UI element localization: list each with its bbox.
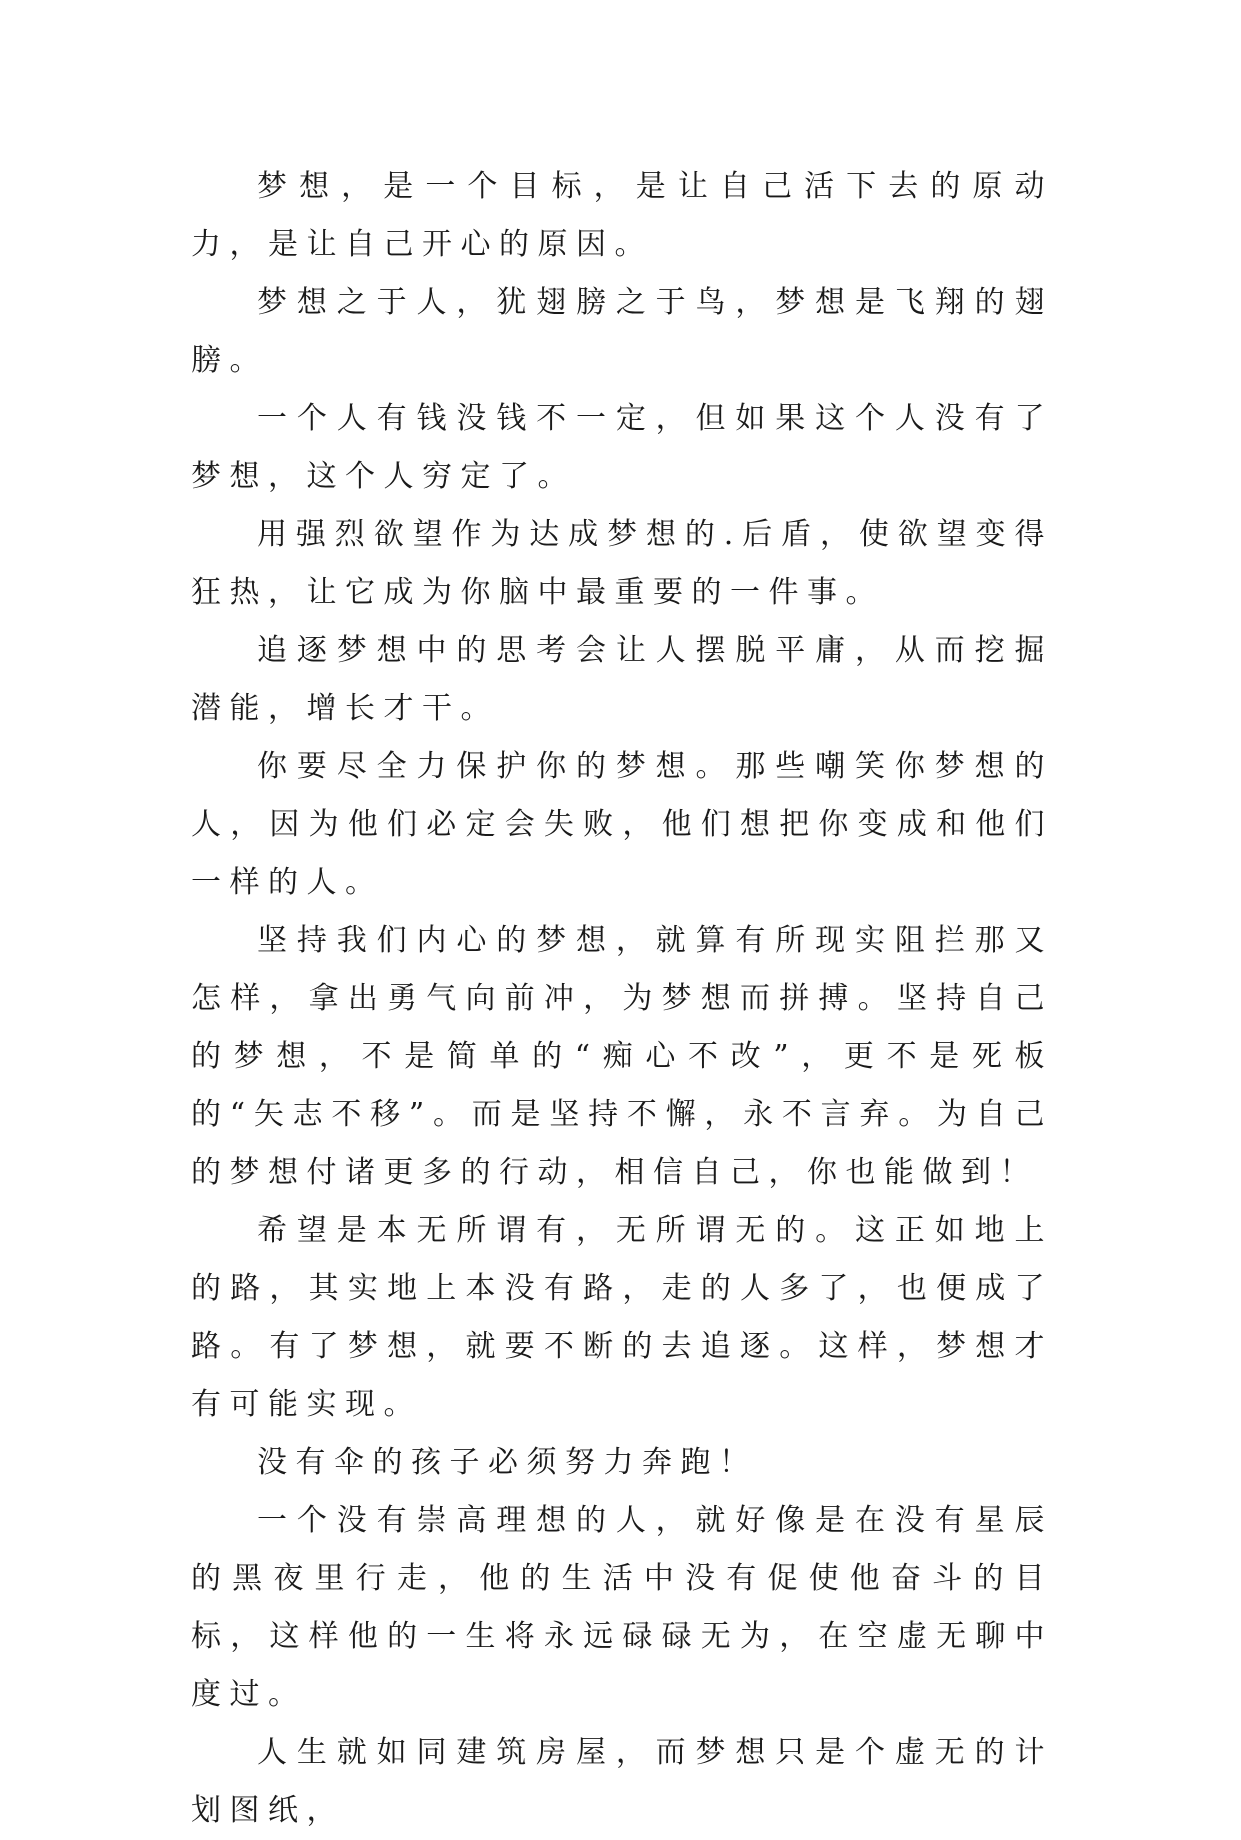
paragraph-3: 一个人有钱没钱不一定，但如果这个人没有了梦想，这个人穷定了。 bbox=[191, 401, 1053, 494]
paragraph-6: 你要尽全力保护你的梦想。那些嘲笑你梦想的人，因为他们必定会失败，他们想把你变成和他们一样的人。 bbox=[191, 749, 1053, 900]
paragraph-10: 一个没有崇高理想的人，就好像是在没有星辰的黑夜里行走，他的生活中没有促使他奋斗的目标，这样他的一生将永远碌碌无为，在空虚无聊中度过。 bbox=[191, 1503, 1053, 1712]
paragraph-8: 希望是本无所谓有，无所谓无的。这正如地上的路，其实地上本没有路，走的人多了，也便成了路。有了梦想，就要不断的去追逐。这样，梦想才有可能实现。 bbox=[191, 1213, 1053, 1422]
document-body bbox=[191, 158, 1053, 1840]
paragraph-7: 坚持我们内心的梦想，就算有所现实阻拦那又怎样，拿出勇气向前冲，为梦想而拼搏。坚持自己的梦想，不是简单的“痴心不改”，更不是死板的“矢志不移”。而是坚持不懈，永不言弃。为自己的梦想付诸更多的行动，相信自己，你也能做到！ bbox=[191, 923, 1053, 1190]
paragraph-1: 梦想，是一个目标，是让自己活下去的原动力，是让自己开心的原因。 bbox=[191, 169, 1053, 262]
paragraph-2: 梦想之于人，犹翅膀之于鸟，梦想是飞翔的翅膀。 bbox=[191, 285, 1053, 378]
paragraph-4: 用强烈欲望作为达成梦想的.后盾，使欲望变得狂热，让它成为你脑中最重要的一件事。 bbox=[191, 517, 1053, 610]
paragraph-5: 追逐梦想中的思考会让人摆脱平庸，从而挖掘潜能，增长才干。 bbox=[191, 633, 1053, 726]
paragraph-11: 人生就如同建筑房屋，而梦想只是个虚无的计划图纸， bbox=[191, 1735, 1053, 1828]
paragraph-9: 没有伞的孩子必须努力奔跑！ bbox=[257, 1445, 758, 1480]
